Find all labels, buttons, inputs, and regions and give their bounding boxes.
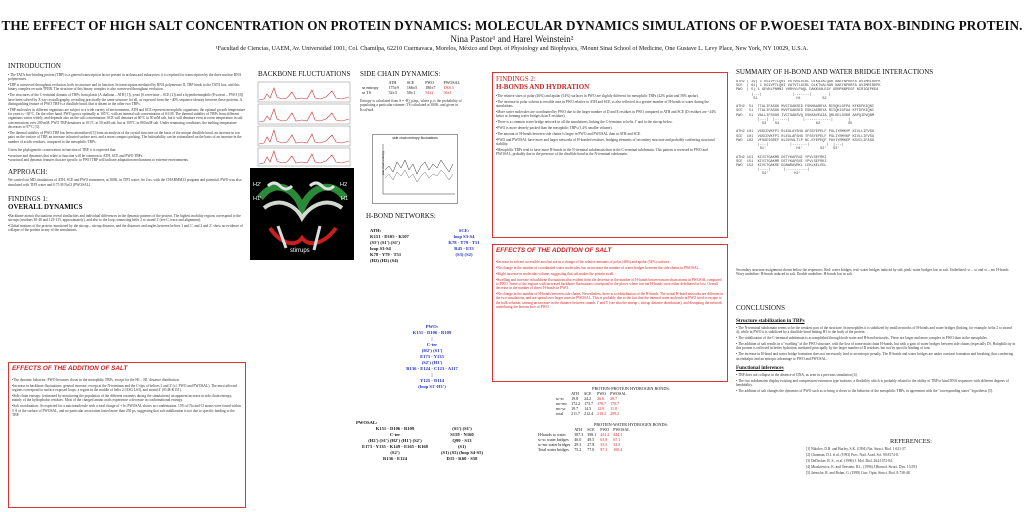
salt-effects-mid-heading: EFFECTS OF THE ADDITION OF SALT	[496, 247, 612, 254]
hb1-cell: 173.7	[584, 401, 594, 406]
hb1-cell: 170.7	[610, 401, 620, 406]
hb-table1	[554, 391, 629, 416]
hbond-ath-line: K151 - D105 - K107	[370, 234, 409, 239]
conclusions-text-1	[736, 326, 1016, 361]
intro-p7: •structure and dynamics that relate to function will be common to ATH, SCE and PWO TBPs.	[8, 153, 144, 158]
findings2-p1: •The relative sizes of polar (46%) and apolar (54%) surfaces in PWO are slightly different for mesophilic TBPs (42% polar and 58% apolar).	[496, 94, 699, 98]
conclusions-p3: • The addition of salt results in a "swelling" of the PWO structure, with the loss of some main chain H-bonds, but with a gain of water bridges between side chains (especially D). Halophilicity in this protein is reflected in better hydration, mediated principally by the larger number of D residues, but not by specific binding of ions.	[736, 342, 1016, 351]
findings2-subheading: H-BONDS AND HYDRATION	[496, 83, 590, 91]
sc-cell: 180±7	[425, 85, 436, 90]
hb1-row-label: sc-sc	[556, 396, 564, 401]
salt-effects-left-box	[8, 362, 246, 508]
salt-left-p1: •The dynamic behavior: PWO becomes closer to the mesophilic TBPs, except for the H1 – H1' distance distribution.	[12, 378, 180, 382]
sc-cell: 50±1	[406, 90, 416, 95]
findings2-p7: •PWO and PWOSAL have more and larger networks of H-bonded residues, bridging elements of secondary structure and probably conferring structural stability.	[496, 137, 715, 147]
hb1-cell: 218.2	[597, 411, 607, 416]
hbond-ath-line: loop S3-S4	[370, 246, 391, 251]
hbond-pwo-block	[392, 324, 472, 390]
reference-item: [3] DeDecker, B. S., et al. (1996) J. Mol. Biol. 264:1072-84.	[806, 458, 893, 463]
trace-ath	[259, 88, 349, 100]
label-stirrups: stirrups	[290, 248, 310, 254]
hbond-pwosal-line: (S1) (S5) (loop S4-S5)	[441, 450, 483, 455]
hb1-row-label: mc-mc	[556, 401, 568, 406]
protein-ribbon-graphic	[250, 168, 354, 260]
hbond-sce-line: (S3) (S2)	[455, 252, 473, 257]
hb2-cell: 444.1	[613, 432, 623, 437]
conclusions-sub2: Functional inferences	[736, 364, 784, 371]
summary-legend: Secondary structure assignment shown below the sequences. Red: water bridges; teal: water bridges induced by salt; pink: water bridges lost in salt. Underlined: sc – sc and sc – mc H-bonds. Wavy underline: H-bonds induced in salt. Double underline: H-bonds lost in salt.	[736, 268, 1010, 277]
hbond-pwo-label: PWO:	[425, 324, 439, 329]
hbond-pwo-line: |	[431, 336, 433, 341]
summary-heading: SUMMARY OF H-BOND AND WATER BRIDGE INTERACTIONS	[736, 68, 934, 76]
hb-table2-block	[536, 422, 726, 452]
hb1-col: PWOSAL	[610, 391, 627, 396]
hbond-ath-line: (H2) (H2) (S4)	[370, 258, 399, 263]
label-h1prime: H1'	[253, 196, 262, 202]
findings1-p2: •Global motions of the protein, monitored by the stirrup – stirrup distance, and the distances and angles between helices 1 and 1', and 2 and 2', show no evidence of collapse of the protein in any of the simulations.	[8, 224, 243, 233]
hb1-cell: 172.2	[571, 401, 581, 406]
hb2-cell: 46.0	[574, 437, 582, 442]
salt-mid-p4: •Swelling and increase in backbone fluctuations also evident from the decrease in the number of H-bonds between main-chain atoms in PWOSAL compared to PWO. Some of the regions with increased backbone fluctuations correspond to the places where ion-ion H-bonds were either debilitated or lost. Overall decrease in the number of direct H-bonds in PWO.	[496, 277, 722, 291]
conclusions-p4: • The increase in H-bond and water bridge formation does not necessarily lead to an entropic penalty. The H-bonds and water bridges are under constant formation and breaking, thus conferring an enthalpic and an entropic advantage to PWO and PWOSAL.	[736, 352, 1014, 361]
reference-item: [2] Chasman, D.I. et al. (1993) Proc. Natl. Acad. Sci. 90:8174-8.	[806, 452, 899, 457]
hbond-pwosal-line: Q99 - S13	[452, 438, 472, 443]
hb1-cell: 24.2	[584, 396, 592, 401]
side-chain-table	[360, 80, 468, 112]
hbond-ath-label: ATH:	[370, 228, 382, 233]
conclusions-heading: CONCLUSIONS	[736, 304, 786, 312]
hb1-row-label: mc-sc	[556, 406, 566, 411]
hbond-pwo-line: R136 - E124 - C123 - A117	[406, 366, 458, 371]
side-chain-plot	[372, 134, 458, 204]
sequence-alignment: ATH2 ( 19) 1 DGIVPTLQNI VSTVNLDCKL DLKAIALQAR NAEYNPKRFA AVIMRIRDPK SCE ( 61) 1 DGIVPTLQNI VATVTLGCRL DLKTVALHAR NAEYNPKRFA AVIMRIRDPK PWO ( 5) 1 GEVKLPNMNI VHRVVLPAQL DAKKVALEGY GRNPNNPEGF NIRIGEPKEA |---| |-------| | S1 H1 S2 ATH2 51 TTALIFASGK MVCTGAKSED FSKMAARKYA RIVQKLGFPA KFKDFKIQNI SCE 51 TTALIFASGK MVVTGAKSED DSKLASRKYA RIIQKIGFAA KFTDFKIQNI PWO 51 VALLIFSSGK IVCTGAKSVQ DSKKAVEAIA QRLKELGVKR AAPQIDVQNM |---| |------| |------------| | S3 S4 H2 S5 ATH2 101 VGSCDVKFPI RLEGLAYSHA AFSSYEPELF PGLIYRMKVP KIVLLIFVSG SCE 101 VGSCDVKFPI RLEGLAFSHG TFSSYEPELF PGLIYRMVKP KIVLLIFVSG PWO 102 VFSGDIGREF NLDVVALTLP NC-EYEPEQF PGVIYRMKEP KSVILIFASG |---| |-------| | |---| S1' H1' S2' S3' ATH2 151 KIVITGAKMR DETYKAFENI YPVLSEFRKI SCE 151 KIVITGAKMR DETYKAFENI YPVLSEFRKI PWO 152 KIVCTGAKSE DDAWRAVRKL LEKLKELEDL |----| |----------| S4' H2'	[736, 80, 881, 177]
reference-item: [1] Nikolov, D.B. and Burley, S.K. (1994) Nat. Struct. Biol. 1:621-37.	[806, 447, 907, 451]
hbond-pwosal-line: S159 - N160	[450, 432, 474, 437]
hbond-pwosal-line: E173 - Y135 - K149 - E165 - R168	[362, 444, 428, 449]
salt-left-p4: •Salt coordination: As expected for a macromolecule with a total charge of +1e, PWOSAL shows no condensation. 15% of Na and Cl atoms were found within 5 Å of the surface of PWOSAL, and no particular association lasted more than 250 ps, suggesting that salt stabilization is not due to specific binding to the TBP.	[12, 404, 241, 417]
hb1-cell: 12.9	[597, 406, 605, 411]
references-list	[806, 447, 1016, 475]
hb1-cell: 178.7	[597, 401, 607, 406]
poster-affiliation: ¹Facultad de Ciencias, UAEM, Av. Universidad 1001, Col. Chamilpa, 62210 Cuernavaca, Morelos, México and Dept. of Physiology and Biophysics, ²Mount Sinai School of Medicine, One Gustave L. Levy Place, New York, NY 10029, U.S.A.	[215, 46, 809, 52]
trace-sce	[259, 109, 349, 122]
hb-table1-block	[536, 386, 726, 416]
hb2-cell: 67.1	[613, 437, 621, 442]
hb2-cell: 100.4	[613, 447, 623, 452]
findings2-p2: •The increase in polar solvent accessible area in PWO relative to ATH and SCE, is also reflected in a greater number of H-bonds to water during the simulations.	[496, 99, 709, 109]
approach-heading: APPROACH:	[8, 168, 48, 177]
findings1-p1: •Backbone atomic fluctuations reveal similarities and individual differences in the dynamic patterns of the protein. The highest mobility regions correspond to the stirrups (residues 30-40 and 125-135, approximately), and also to the loop connecting helix 2 to strand 1' (see C, trace and alignment).	[8, 213, 241, 223]
sc-row-label: se entropy	[362, 85, 379, 90]
intro-text	[8, 73, 246, 162]
salt-effects-left-text	[12, 378, 242, 417]
sc-cell: 52±3	[388, 90, 397, 95]
backbone-fluctuation-plots	[252, 80, 352, 168]
hbond-pwo-line: (loop S1'-H1')	[418, 384, 446, 389]
hbond-pwo-line: |	[431, 372, 433, 377]
hb2-cell: 33.5	[600, 442, 608, 447]
sc-cell: 54±2	[425, 90, 434, 95]
salt-effects-left-heading: EFFECTS OF THE ADDITION OF SALT	[12, 365, 128, 372]
intro-heading: INTRODUCTION	[8, 62, 61, 70]
intro-p3: •The structures of the C-terminal domain of TBPs from plants (A.thaliana – ATH [1]), yeast (S.cerevisiae – SCE [2]) and a hyperthermophile (P.woesei – PWO [3]) have been solved by X-ray crystallography, revealing practically the same structure for all, as expected from the ~40% sequence identity between these proteins. A distinguishing feature of PWO TBP is a disulfide bond, that is absent in the other two TBPs.	[8, 93, 244, 106]
hb1-col: ATH	[571, 391, 579, 396]
hb1-cell: 26.7	[610, 396, 618, 401]
conclusions-p6: • The two subdomains display twisting and compression-extension type motions; a flexibility which is probably related to the ability of TBP to bind DNA sequences with different degrees of bendability.	[736, 378, 1009, 388]
sc-row-label: se TS	[362, 90, 371, 95]
hb2-cell: 75.2	[574, 447, 582, 452]
hb2-cell: 398.1	[587, 432, 597, 437]
backbone-plots	[252, 80, 352, 168]
hbond-ath-line: (S5') (S1') (S1')	[370, 240, 400, 245]
intro-p1: • The TATA box-binding protein (TBP) is a general transcription factor present in archaea and eukaryotes; it is required for transcription by the three nuclear RNA polymerases.	[8, 73, 242, 82]
hb2-cell: 387.3	[574, 432, 584, 437]
hb2-cell: 441.2	[600, 432, 610, 437]
sc-col-pwo: PWO	[425, 80, 435, 85]
hbond-pwosal-line: C-ter	[389, 432, 401, 437]
side-chain-entropy-table	[360, 80, 468, 95]
findings2-p3: •More water molecules are coordinated by PWO due to the larger number of D and E residues in PWO compared to ATH and SCE (D residues are ~24% better at forming water bridges than E residues).	[496, 110, 716, 119]
salt-effects-mid-box	[492, 244, 728, 382]
references-heading: REFERENCES:	[890, 438, 932, 445]
conclusions-p7: • The addition of salt changes the dynamics of PWO such as to bring it closer to the behavior of the mesophilic TBPs, in agreement with the "corresponding states" hypothesis [5].	[736, 388, 993, 393]
hbond-pwo-line: Y125 - D114	[420, 378, 444, 383]
hbond-pwosal-label: PWOSAL:	[356, 420, 378, 425]
findings2-p4: •There is a common water bridge network in all the simulations, linking the C-terminus to helix 1' and to the stirrup below.	[496, 120, 673, 125]
hbond-pwosal-line: (S1)	[458, 444, 466, 449]
hbond-pwosal-line: K151 - D106 - R109	[375, 426, 415, 431]
hbond-pwo-line: E173 - Y135	[420, 354, 444, 359]
sc-cell: 56±1	[443, 90, 452, 95]
backbone-heading: BACKBONE FLUCTUATIONS	[258, 70, 351, 78]
findings2-box	[492, 72, 728, 238]
sc-col-ath: ATH	[388, 80, 397, 85]
column-1	[8, 62, 246, 234]
hbond-pwosal-line: (H2') (S1') (H2') (H1') (S2')	[368, 438, 422, 443]
side-chain-plot-title: side chain entropy fluctuations	[392, 136, 438, 140]
intro-p6: Given the phylogenetic conservation in function of TBP, it is expected that:	[8, 147, 117, 152]
sc-cell: 180±3	[443, 85, 454, 90]
hb2-row-label: H-bonds to water	[538, 432, 566, 437]
hb1-cell: 209.2	[610, 411, 620, 416]
reference-item: [4] Miaskiewicz, K. and Ornstein, R.L. (1996) J.Biomol. Struct. Dyn. 13:593	[806, 464, 917, 469]
label-h2: H2	[340, 182, 348, 188]
hb-table2-title: PROTEIN-WATER HYDROGEN BONDS:	[594, 422, 668, 427]
findings1-subheading: OVERALL DYNAMICS	[8, 202, 83, 211]
hbond-pwosal-line: R136 - E124	[383, 456, 407, 461]
hbond-pwo-line: (S2') (H1')	[421, 360, 443, 365]
findings2-text	[496, 94, 724, 157]
trace-pwo	[259, 130, 349, 144]
hb2-col: PWOSAL	[613, 427, 630, 432]
side-chain-heading: SIDE CHAIN DYNAMICS:	[360, 70, 441, 78]
hbond-sce-line: K78 - Y79 - T51	[448, 240, 480, 245]
hb-table1-title: PROTEIN-PROTEIN HYDROGEN BONDS:	[592, 386, 670, 391]
hbond-sce-line: R45 - E33	[454, 246, 474, 251]
hbond-pwosal-right-block	[434, 426, 490, 462]
plot-frame-2	[258, 104, 350, 124]
hb1-cell: 212.4	[584, 411, 594, 416]
side-chain-plot-ylabel: side chain entropy	[381, 150, 386, 176]
conclusions-p5: • TBP does not collapse in the absence of DNA, as seen in a previous simulation [4].	[736, 372, 858, 377]
intro-p8: •structural and dynamic features that are specific to PWO TBP will indicate adaptation mechanisms to extreme environments.	[8, 158, 189, 163]
conclusions-p2: • The stabilization of the C-terminal subdomain is accomplished through both water and H-bond networks. These are larger and more complex in PWO than in the mesophiles.	[736, 336, 988, 341]
hb2-cell: 97.3	[600, 447, 608, 452]
findings2-p8: •Mesophilic TBPs tend to have more H-bonds in the N-terminal subdomain than in the C-terminal subdomain. This pattern is reversed in PWO and PWOSAL, probably due to the presence of the disulfide bond in the N-terminal subdomain.	[496, 148, 708, 157]
hbond-pwo-line: (H2') (S1')	[421, 348, 443, 353]
label-h1: H1	[341, 196, 349, 202]
hb1-cell: 11.8	[610, 406, 617, 411]
label-h2prime: H2'	[253, 182, 262, 188]
salt-mid-p3: •Slight increase in molecular volume, suggesting that salt makes the protein swell.	[496, 271, 615, 276]
poster-title: THE EFFECT OF HIGH SALT CONCENTRATION ON PROTEIN DYNAMICS: MOLECULAR DYNAMICS SIMULATIONS OF P.WOESEI TATA BOX-BINDING PROTEIN.	[1, 18, 1023, 33]
hb2-cell: 29.3	[574, 442, 582, 447]
hb-table2	[536, 427, 632, 452]
hbond-sce-block	[440, 228, 488, 258]
poster-authors: Nina Pastor¹ and Harel Weinstein²	[450, 34, 574, 44]
sc-cell: 166±5	[406, 85, 418, 90]
hb2-col: PWO	[600, 427, 610, 432]
side-chain-plot-svg	[373, 140, 457, 200]
hb1-col: SCE	[584, 391, 592, 396]
hb2-cell: 49.5	[587, 437, 595, 442]
conclusions-block	[736, 318, 1016, 395]
hbond-ath-block	[370, 228, 430, 264]
intro-p4: •TBP molecules in different organisms are subject to a wide variety of environments. ATH and SCE represent mesophilic organisms; the optimal growth temperature for yeast is ~30°C. On the other hand, PWO grows optimally at 105°C, with an internal salt concentration of 0.6 M. The thermal stability of TBPs from different organisms varies widely, and depends also on the salt concentration: SCE will denature at 60°C in 50 mM salt, but it will denature even at room temperature in salt concentrations over 200 mM. PWO TBP denatures at 101°C at 50 mM salt, but at 109°C in 800 mM salt. Under renaturing conditions, the melting temperature decreases to 97°C [3].	[8, 107, 246, 130]
hb2-cell: 33.3	[613, 442, 621, 447]
hb2-cell: 27.8	[587, 442, 595, 447]
salt-mid-p5: •No change in the number of H-bonds between side chains. Nevertheless, there is a redistribution of the H-bonds. The actual H-bond networks are different in the two simulations, and are spread over larger areas in PWOSAL. This is probably due to the fact that the internal water molecule in PWO tried to escape to the bulk solution, causing an increase in the distance between strands 1' and 5' (see also the stirrup – stirrup distance distribution), and disrupting the network underlining the bottom face of PWO.	[496, 292, 724, 310]
findings2-p6: •The amount of H-bonds between side chains is larger in PWO and PWOSAL than in ATH and SCE.	[496, 132, 641, 137]
hb1-cell: 19.7	[571, 406, 579, 411]
salt-effects-mid-text	[496, 260, 724, 309]
hbond-pwo-line: K151 - D106 - R109	[412, 330, 452, 335]
hbond-sce-line: loop S3-S4	[453, 234, 475, 239]
hb2-col: SCE	[587, 427, 595, 432]
hb1-cell: 19.8	[571, 396, 579, 401]
protein-structure-image	[250, 168, 354, 260]
conclusions-sub1: Structure stabilization in TBPs	[736, 318, 805, 324]
reference-item: [5] Jaenicke, R. and Bohm, G. (1998) Curr. Opin. Struct. Biol. 8:738-48.	[806, 470, 911, 475]
salt-left-p2: •Increase in backbone fluctuations: general increase, except at the N-terminus and the C-tips of helices 2 and 2' (cf. PWO and PWOSAL). The most affected regions correspond to surface exposed loops, a region in the middle of helix 2 (ASG L63), and strand 4' (S148-K151).	[12, 383, 238, 393]
hbond-pwosal-line: (S2')	[390, 450, 400, 455]
salt-mid-p2: •No change in the number of coordinated water molecules, but an increase the number of water bridges between the side chains in PWOSAL.	[496, 265, 700, 270]
hb2-cell: 77.0	[587, 447, 595, 452]
hbond-pwo-line: C-ter	[426, 342, 438, 347]
hbond-ath-line: K78 - Y79 - T51	[370, 252, 402, 257]
salt-mid-p1: •Increase in solvent accessible area but not in a change of the relative amounts of polar (46%) and apolar (54%) surfaces.	[496, 260, 671, 264]
intro-p5: •The thermal stability of PWO TBP has been rationalized [3] from an analysis of the crystal structure on the basis of the unique disulfide bond, an increase in ion pairs on the surface of TBP, an increase in buried surface area, and a more compact packing. The halostability can be rationalized on the basis of an increase in the number of acidic residues, compared to the mesophilic TBPs.	[8, 130, 242, 144]
findings1-text	[8, 214, 246, 233]
hb1-cell: 211.7	[571, 411, 580, 416]
intro-p2: •TBP is conserved throughout evolution, both in structure and in function. In transcription mediated by RNA polymerase II, TBP binds to the TATA box, and this binary complex recruits TFIIB. The structure of this binary complex is also conserved throughout evolution.	[8, 83, 240, 92]
hbond-sce-label: SCE:	[458, 228, 470, 233]
sc-col-pwosal: PWOSAL	[443, 80, 460, 85]
hb2-row-label: sc-sc water bridges	[538, 437, 569, 442]
hb2-row-label: Total water bridges	[538, 447, 569, 452]
hb2-col: ATH	[574, 427, 582, 432]
hb1-cell: 26.6	[597, 396, 605, 401]
hb1-row-label: total	[556, 411, 564, 416]
hb1-col: PWO	[597, 391, 606, 396]
hbond-pwosal-line: (S5') (S1')	[452, 426, 472, 431]
hbond-pwosal-line: D15 - K60 - S58	[446, 456, 478, 461]
side-chain-text: Entropy is calculated from S = -R∑pᵢlnpᵢ, where pᵢ is the probability of populating a particular rotamer; TS calculated at 300K, and given in Kcal/mol.	[360, 99, 462, 112]
sc-cell: 175±9	[388, 85, 399, 90]
hb2-row-label: sc-mc water bridges	[538, 442, 571, 447]
trace-pwosal	[259, 151, 349, 164]
references-block	[806, 438, 1016, 476]
plot-frame-1	[258, 82, 350, 102]
conclusions-p1: • The N-terminal subdomain seems to be the weakest part of the structure. In mesophiles it is stabilized by small networks of H-bonds and water bridges (linking, for example, helix 2 to strand 4), while in PWO it is stabilized by a disulfide bond linking H1 to the body of the protein.	[736, 326, 1012, 335]
approach-text: We carried out MD simulations of ATH, SCE and PWO monomers, at 300K, in TIP3 water, for 2 ns, with the CHARMM23 program and potential. PWO was also simulated with TIP3 water and 0.75 M NaCl (PWOSAL).	[8, 178, 242, 187]
hb1-cell: 14.5	[584, 406, 592, 411]
hb2-cell: 63.8	[600, 437, 608, 442]
conclusions-text-2	[736, 373, 1016, 393]
salt-left-p3: •Side chain entropy: (estimated by monitoring the population of the different rotamers during the simulations) an apparent increase in side chain entropy, mainly of the hydrophobic residues. Most of the charged amino acids experience a decrease in conformational entropy.	[12, 394, 232, 403]
findings1-heading: FINDINGS 1:	[8, 194, 48, 203]
hbond-networks-heading: H-BOND NETWORKS:	[366, 212, 436, 220]
sc-col-sce: SCE	[406, 80, 415, 85]
hbond-pwosal-left-block	[356, 420, 434, 462]
findings2-p5: •PWO is more densely packed than the mesophilic TBPs (1.4% smaller volume).	[496, 126, 613, 131]
findings2-heading: FINDINGS 2:	[496, 75, 536, 83]
